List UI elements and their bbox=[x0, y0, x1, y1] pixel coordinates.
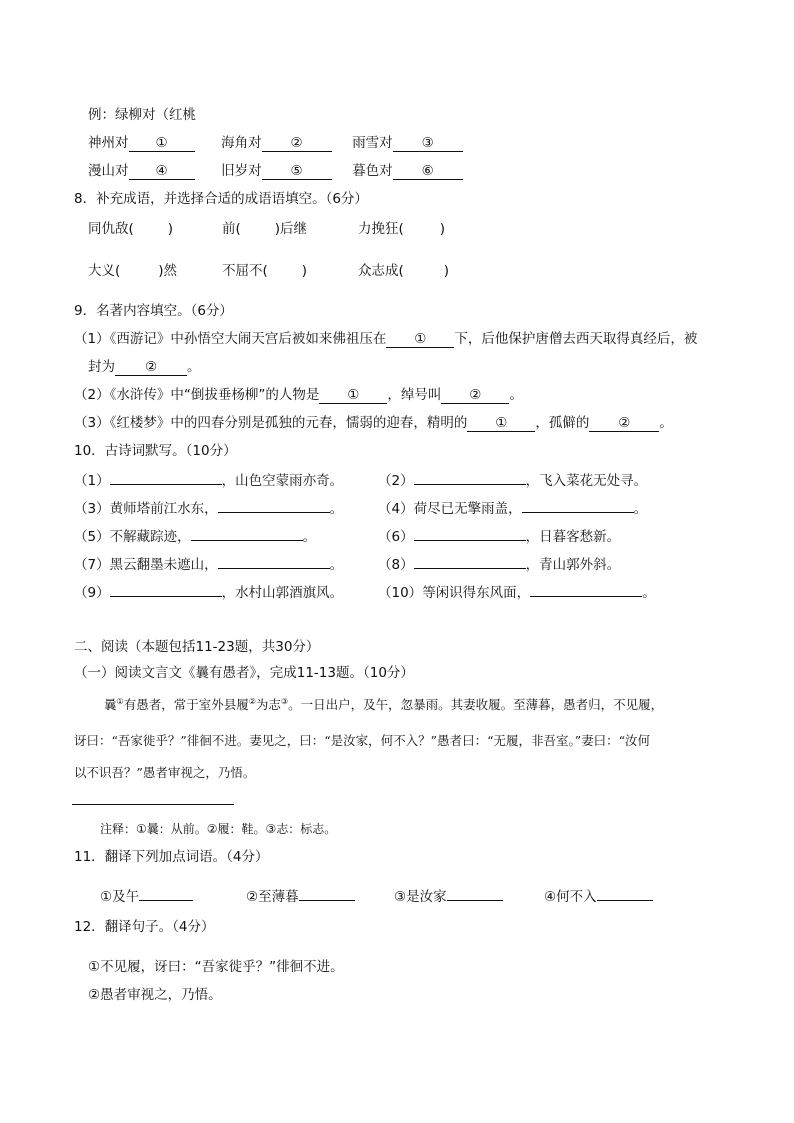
classical-text-line-1: 曩①有愚者，常于室外县履②为志③。一日出户，及午，忽暴雨。其妻收履。至薄暮，愚者归，不见履， bbox=[104, 696, 664, 712]
pair-row-2 bbox=[88, 162, 463, 180]
example-line: 例：绿柳对（红桃 bbox=[88, 107, 196, 123]
poem-blank[interactable] bbox=[191, 526, 303, 541]
poem-item: （10）等闲识得东风面， 。 bbox=[378, 582, 656, 602]
poem-blank[interactable] bbox=[110, 470, 222, 485]
idiom-item: 前( )后继 bbox=[222, 221, 308, 237]
answer-blank[interactable]: ② bbox=[441, 387, 509, 404]
q9-line-3: （3）《红楼梦》中的四春分别是孤独的元春，懦弱的迎春，精明的 ① ，孤僻的 ② 。 bbox=[74, 415, 673, 431]
pair-label: 海角对 bbox=[221, 135, 262, 151]
pair-blank[interactable]: ⑤ bbox=[262, 163, 332, 180]
classical-text-line-2: 讶曰：“吾家徙乎？”徘徊不进。妻见之，曰：“是汝家，何不入？”愚者曰：“无履，非吾室。”妻曰：“汝何 bbox=[74, 733, 650, 748]
translate-word-item: ②至薄暮 bbox=[246, 886, 355, 906]
classical-text-line-3: 以不识吾？”愚者审视之，乃悟。 bbox=[74, 765, 256, 780]
footnote-divider bbox=[72, 804, 234, 805]
pair-blank[interactable]: ④ bbox=[129, 163, 195, 180]
q9-line-1: （1）《西游记》中孙悟空大闹天宫后被如来佛祖压在 ① 下，后他保护唐僧去西天取得真经后，被 bbox=[74, 331, 698, 347]
idiom-item: 大义( )然 bbox=[88, 263, 178, 279]
poem-item: （7）黑云翻墨未遮山， 。 bbox=[74, 554, 343, 574]
poem-item: （1） ，山色空蒙雨亦奇。 bbox=[74, 470, 343, 490]
pair-label: 雨雪对 bbox=[352, 135, 393, 151]
word-blank[interactable] bbox=[139, 886, 193, 901]
poem-item: （3）黄师塔前江水东， 。 bbox=[74, 498, 343, 518]
idiom-item: 力挽狂( ) bbox=[358, 221, 446, 237]
poem-blank[interactable] bbox=[414, 554, 526, 569]
q9-title: 9．名著内容填空。（6分） bbox=[74, 303, 233, 319]
poem-item: （6） ，日暮客愁新。 bbox=[378, 526, 620, 546]
answer-blank[interactable]: ① bbox=[319, 387, 387, 404]
pair-label: 暮色对 bbox=[352, 163, 393, 179]
q9-line-1-cont: 封为 ② 。 bbox=[88, 359, 201, 375]
poem-blank[interactable] bbox=[218, 498, 330, 513]
poem-item: （5）不解藏踪迹， 。 bbox=[74, 526, 316, 546]
q11-title: 11．翻译下列加点词语。（4分） bbox=[74, 849, 269, 865]
translate-word-item: ③是汝家 bbox=[394, 886, 503, 906]
q12-title: 12．翻译句子。（4分） bbox=[74, 919, 215, 935]
poem-item: （4）荷尽已无擎雨盖， 。 bbox=[378, 498, 647, 518]
pair-row-1 bbox=[88, 134, 463, 152]
section-2-title: 二、阅读（本题包括11-23题，共30分） bbox=[74, 639, 320, 655]
q10-title: 10．古诗词默写。（10分） bbox=[74, 443, 237, 459]
word-blank[interactable] bbox=[447, 886, 503, 901]
translate-word-item: ④何不入 bbox=[544, 886, 653, 906]
poem-blank[interactable] bbox=[414, 526, 526, 541]
poem-item: （9） ，水村山郭酒旗风。 bbox=[74, 582, 343, 602]
poem-blank[interactable] bbox=[522, 498, 634, 513]
pair-blank[interactable]: ② bbox=[262, 135, 332, 152]
pair-label: 旧岁对 bbox=[221, 163, 262, 179]
word-blank[interactable] bbox=[597, 886, 653, 901]
pair-label: 神州对 bbox=[88, 135, 129, 151]
q12-sentence-1: ①不见履，讶曰：“吾家徙乎？”徘徊不进。 bbox=[88, 959, 344, 975]
poem-blank[interactable] bbox=[218, 554, 330, 569]
answer-blank[interactable]: ① bbox=[467, 415, 535, 432]
pair-label: 漫山对 bbox=[88, 163, 129, 179]
q8-title: 8．补充成语，并选择合适的成语语填空。（6分） bbox=[74, 191, 368, 207]
pair-blank[interactable]: ③ bbox=[393, 135, 463, 152]
answer-blank[interactable]: ② bbox=[115, 359, 187, 376]
answer-blank[interactable]: ② bbox=[589, 415, 659, 432]
translate-word-item: ①及午 bbox=[100, 886, 193, 906]
pair-blank[interactable]: ⑥ bbox=[393, 163, 463, 180]
poem-blank[interactable] bbox=[414, 470, 526, 485]
poem-item: （8） ，青山郭外斜。 bbox=[378, 554, 620, 574]
word-blank[interactable] bbox=[299, 886, 355, 901]
idiom-item: 不屈不( ) bbox=[222, 263, 308, 279]
poem-item: （2） ，飞入菜花无处寻。 bbox=[378, 470, 647, 490]
poem-blank[interactable] bbox=[110, 582, 222, 597]
footnote: 注释：①曩：从前。②履：鞋。③志：标志。 bbox=[100, 822, 337, 836]
idiom-item: 众志成( ) bbox=[358, 263, 450, 279]
poem-blank[interactable] bbox=[530, 582, 642, 597]
answer-blank[interactable]: ① bbox=[386, 331, 454, 348]
q12-sentence-2: ②愚者审视之，乃悟。 bbox=[88, 987, 222, 1003]
q9-line-2: （2）《水浒传》中“倒拔垂杨柳”的人物是 ① ，绰号叫 ② 。 bbox=[74, 387, 523, 403]
section-2-subtitle: （一）阅读文言文《曩有愚者》，完成11-13题。（10分） bbox=[74, 665, 414, 681]
idiom-item: 同仇敌( ) bbox=[88, 221, 174, 237]
pair-blank[interactable]: ① bbox=[129, 135, 195, 152]
